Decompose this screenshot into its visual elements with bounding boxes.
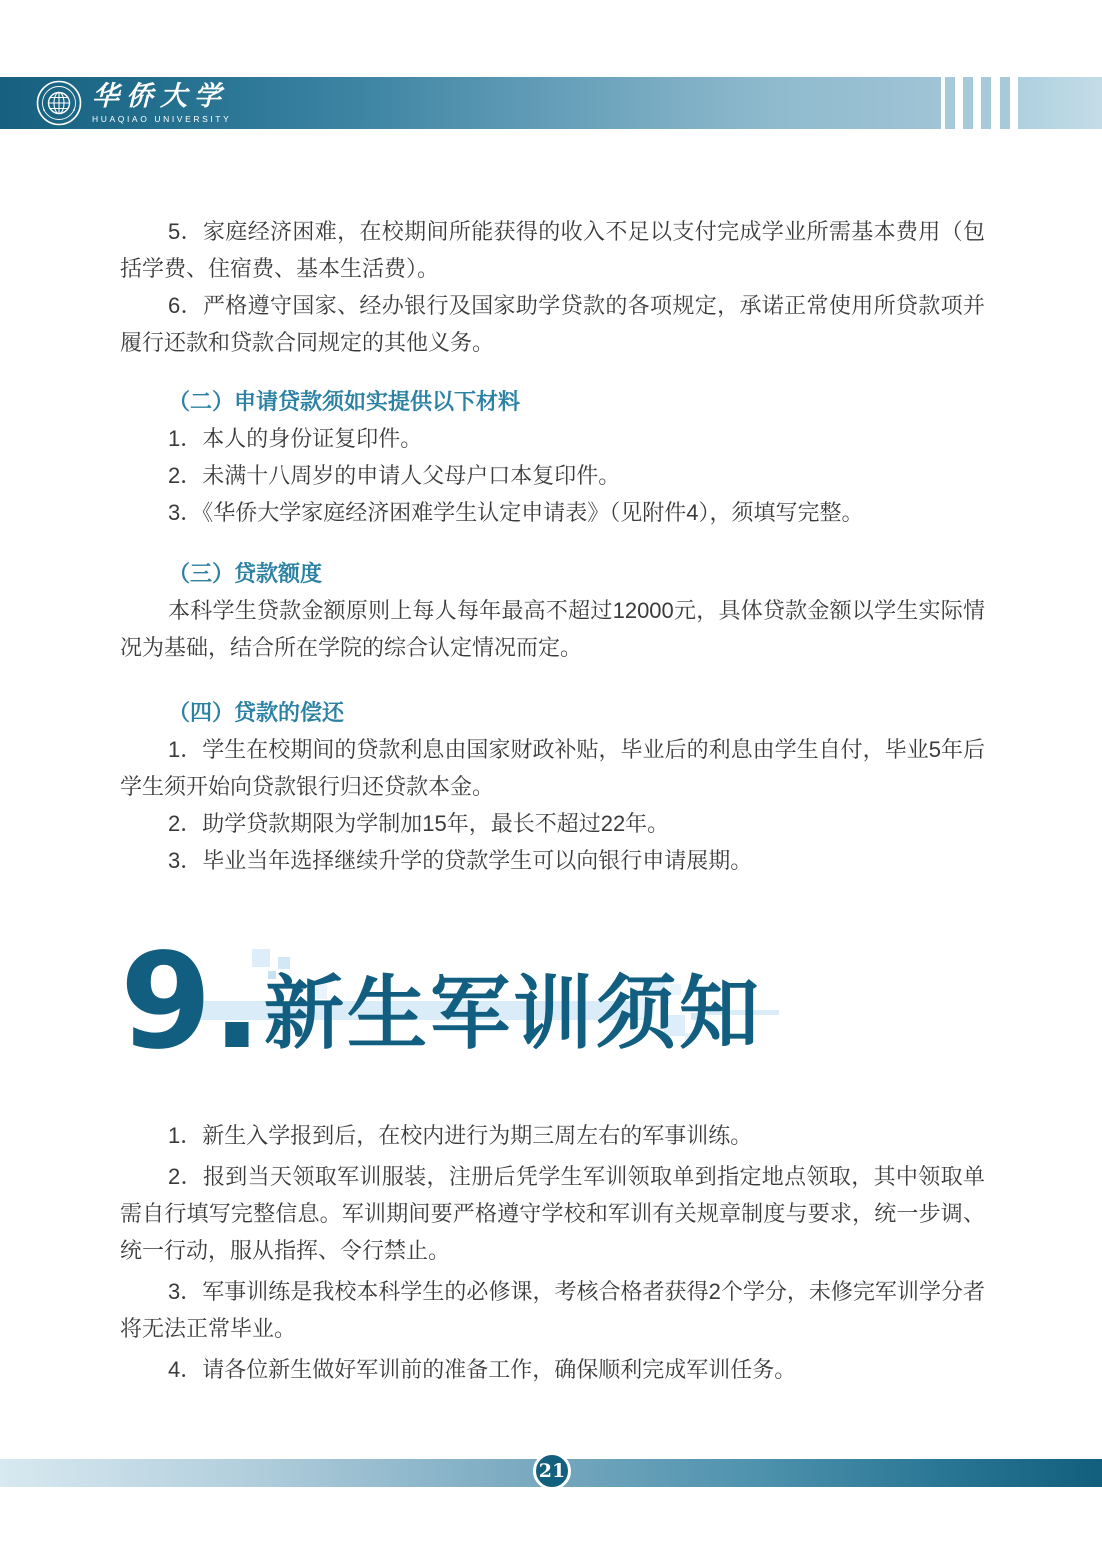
university-name-en: HUAQIAO UNIVERSITY [92, 113, 232, 124]
university-seal-icon [36, 80, 82, 126]
header-band [0, 77, 941, 129]
loan-intro-para: 6．严格遵守国家、经办银行及国家助学贷款的各项规定，承诺正常使用所贷款项并履行还款和贷款合同规定的其他义务。 [120, 293, 985, 355]
military-notice-list [120, 1117, 985, 1388]
header-stripe [963, 77, 973, 129]
loan-repayment-heading: （四）贷款的偿还 [168, 700, 345, 725]
loan-materials-item: 1．本人的身份证复印件。 [168, 426, 423, 451]
section-title: 新生军训须知 [264, 969, 762, 1058]
loan-intro-para: 5．家庭经济困难，在校期间所能获得的收入不足以支付完成学业所需基本费用（包括学费、住宿费、基本生活费）。 [120, 219, 985, 281]
university-wordmark [92, 80, 232, 124]
document-body [120, 129, 985, 1388]
military-notice-item: 3．军事训练是我校本科学生的必修课，考核合格者获得2个学分，未修完军训学分者将无法正常毕业。 [120, 1279, 985, 1341]
loan-repayment-item: 3．毕业当年选择继续升学的贷款学生可以向银行申请展期。 [168, 848, 753, 873]
loan-materials-item: 3．《华侨大学家庭经济困难学生认定申请表》（见附件4），须填写完整。 [168, 500, 864, 525]
military-notice-item: 2．报到当天领取军训服装，注册后凭学生军训领取单到指定地点领取，其中领取单需自行填写完整信息。军训期间要严格遵守学校和军训有关规章制度与要求，统一步调、统一行动，服从指挥、令行禁止。 [120, 1164, 985, 1263]
military-notice-item: 4．请各位新生做好军训前的准备工作，确保顺利完成军训任务。 [168, 1357, 797, 1382]
header-stripe-block [1018, 77, 1102, 129]
loan-quota-para: 本科学生贷款金额原则上每人每年最高不超过12000元，具体贷款金额以学生实际情况为基础，结合所在学院的综合认定情况而定。 [120, 598, 985, 660]
header-stripe [981, 77, 991, 129]
header-stripe [1000, 77, 1010, 129]
military-section-heading [120, 925, 985, 1079]
military-notice-item: 1．新生入学报到后，在校内进行为期三周左右的军事训练。 [168, 1123, 753, 1148]
loan-materials-heading: （二）申请贷款须如实提供以下材料 [168, 389, 521, 414]
loan-repayment-item: 2．助学贷款期限为学制加15年，最长不超过22年。 [168, 811, 670, 836]
page-number: 21 [538, 1460, 566, 1482]
section-number: 9. [120, 925, 262, 1079]
university-logo [36, 80, 231, 126]
university-name-cn: 华侨大学 [92, 80, 228, 112]
loan-materials-item: 2．未满十八周岁的申请人父母户口本复印件。 [168, 463, 621, 488]
page-number-badge [533, 1452, 571, 1490]
header-stripe [945, 77, 955, 129]
loan-repayment-item: 1．学生在校期间的贷款利息由国家财政补贴，毕业后的利息由学生自付，毕业5年后学生须开始向贷款银行归还贷款本金。 [120, 737, 985, 799]
loan-quota-heading: （三）贷款额度 [168, 561, 323, 586]
